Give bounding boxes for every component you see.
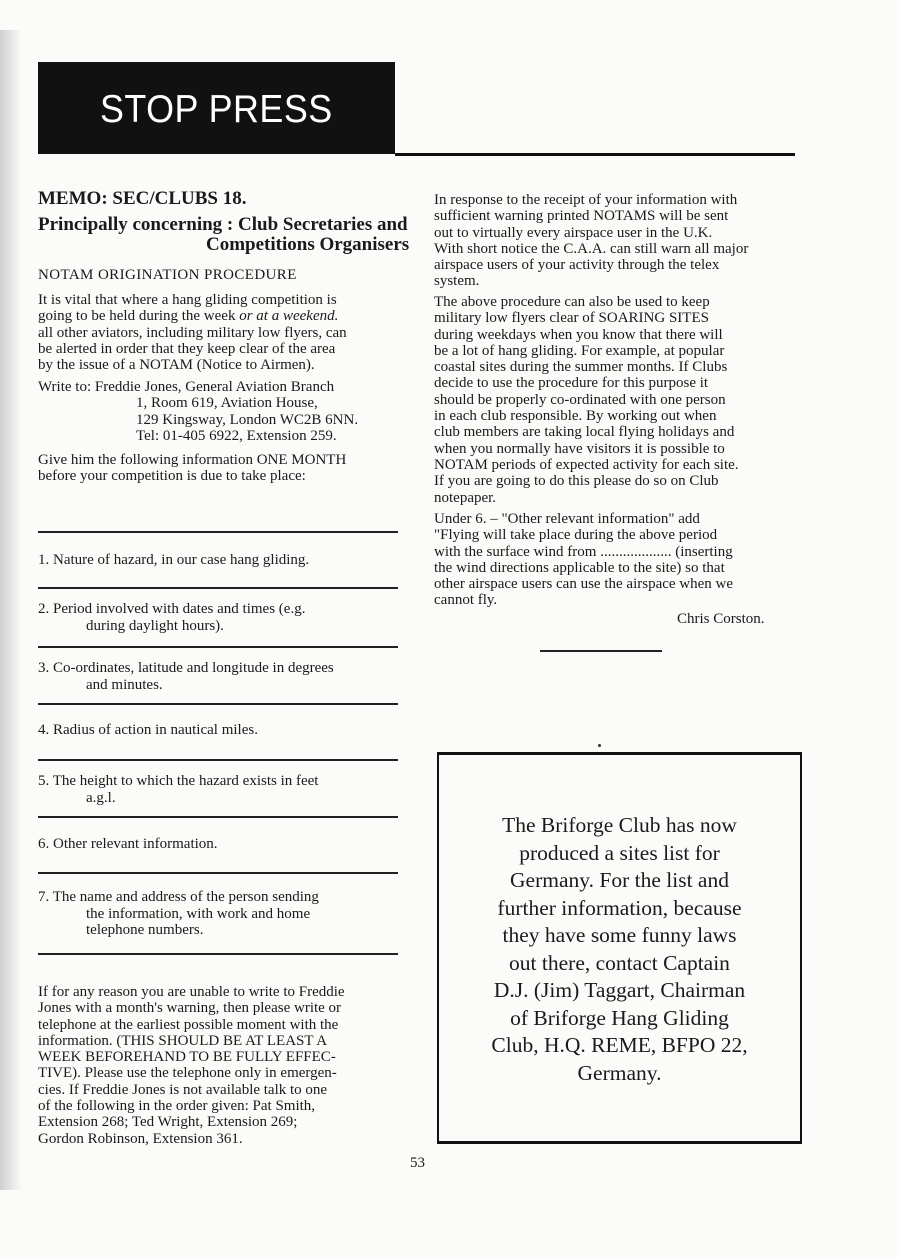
speck: [598, 744, 601, 747]
give-instruction: [38, 452, 346, 485]
intro-line: be alerted in order that they keep clear of the area: [38, 340, 336, 357]
divider: [38, 872, 398, 874]
list-item: 6. Other relevant information.: [38, 836, 218, 852]
scan-shadow: [0, 30, 22, 1190]
divider: [38, 646, 398, 648]
list-item: 2. Period involved with dates and times (e.g. during daylight hours).: [38, 601, 306, 634]
list-item: 7. The name and address of the person sending the information, with work and home telephone numbers.: [38, 889, 319, 938]
signature: Chris Corston.: [677, 611, 765, 627]
closing-paragraph: If for any reason you are unable to write to Freddie Jones with a month's warning, then please write or telephone at the earliest possible moment with the information. (THIS SHOULD BE AT LEAST A WEEK BEFOREHAND TO BE FULLY EFFEC- TIVE). Please use the telephone only in emergen- cies. If Freddie Jones is not available talk to one of the following in the order given: Pat Smith, Extension 268; Ted Wright, Extension 269; Gordon Robinson, Extension 361.: [38, 984, 345, 1147]
memo-heading: MEMO: SEC/CLUBS 18.: [38, 188, 247, 209]
intro-line: going to be held during the week or at a weekend.: [38, 308, 339, 325]
right-paragraph-1: In response to the receipt of your information with sufficient warning printed NOTAMS will be sent out to virtually every airspace user in the U.K. With short notice the C.A.A. can still warn all major airspace users of your activity through the telex system.: [434, 192, 749, 290]
intro-line: by the issue of a NOTAM (Notice to Airmen).: [38, 357, 315, 374]
list-item: 3. Co-ordinates, latitude and longitude in degrees and minutes.: [38, 660, 334, 693]
give-line: Give him the following information ONE MONTH: [38, 452, 347, 468]
give-line: before your competition is due to take place:: [38, 468, 306, 485]
list-item: 5. The height to which the hazard exists in feet a.g.l.: [38, 773, 319, 806]
divider: [38, 816, 398, 818]
divider: [38, 759, 398, 761]
right-paragraph-2: The above procedure can also be used to keep military low flyers clear of SOARING SITES during weekdays when you know that there will be a lot of hang gliding. For example, at popular coastal sites during the summer months. If Clubs decide to use the procedure for this purpose it should be properly co-ordinated with one person in each club responsible. By working out when club members are taking local flying holidays and when you normally have visitors it is possible to NOTAM periods of expected activity for each site. If you are going to do this please do so on Club notepaper.: [434, 294, 739, 506]
divider: [38, 703, 398, 705]
concerning-line-2: Competitions Organisers: [206, 234, 410, 255]
intro-line: all other aviators, including military low flyers, can: [38, 324, 347, 341]
divider: [540, 650, 662, 652]
divider: [38, 587, 398, 589]
notice-text: The Briforge Club has now produced a sites list for Germany. For the list and further information, because they have some funny laws out there, contact Captain D.J. (Jim) Taggart, Chairman of Briforge Hang Gliding Club, H.Q. REME, BFPO 22, Germany.: [491, 813, 748, 1085]
divider: [38, 953, 398, 955]
address-line: Write to: Freddie Jones, General Aviation Branch: [38, 379, 335, 395]
list-item: 1. Nature of hazard, in our case hang gliding.: [38, 552, 310, 568]
list-item: 4. Radius of action in nautical miles.: [38, 722, 258, 738]
intro-line: It is vital that where a hang gliding competition is: [38, 292, 337, 308]
section-title: NOTAM ORIGINATION PROCEDURE: [38, 267, 297, 283]
right-paragraph-3: Under 6. – "Other relevant information" add "Flying will take place during the above period with the surface wind from ................... (inserting the wind directions applicable to the site) so that other airspace users can use the airspace when we cannot fly.: [434, 511, 734, 609]
divider: [38, 531, 398, 533]
intro-paragraph: [38, 292, 347, 373]
address-line: 1, Room 619, Aviation House,: [136, 395, 318, 412]
notice-box: [437, 752, 802, 1144]
write-to-address: [38, 379, 358, 444]
banner-rule: [395, 153, 795, 156]
concerning-line-1: Principally concerning : Club Secretaries and: [38, 214, 408, 235]
page-number: 53: [410, 1155, 425, 1171]
address-line: 129 Kingsway, London WC2B 6NN.: [136, 411, 359, 428]
banner-title: STOP PRESS: [100, 88, 333, 131]
address-line: Tel: 01-405 6922, Extension 259.: [136, 427, 337, 444]
